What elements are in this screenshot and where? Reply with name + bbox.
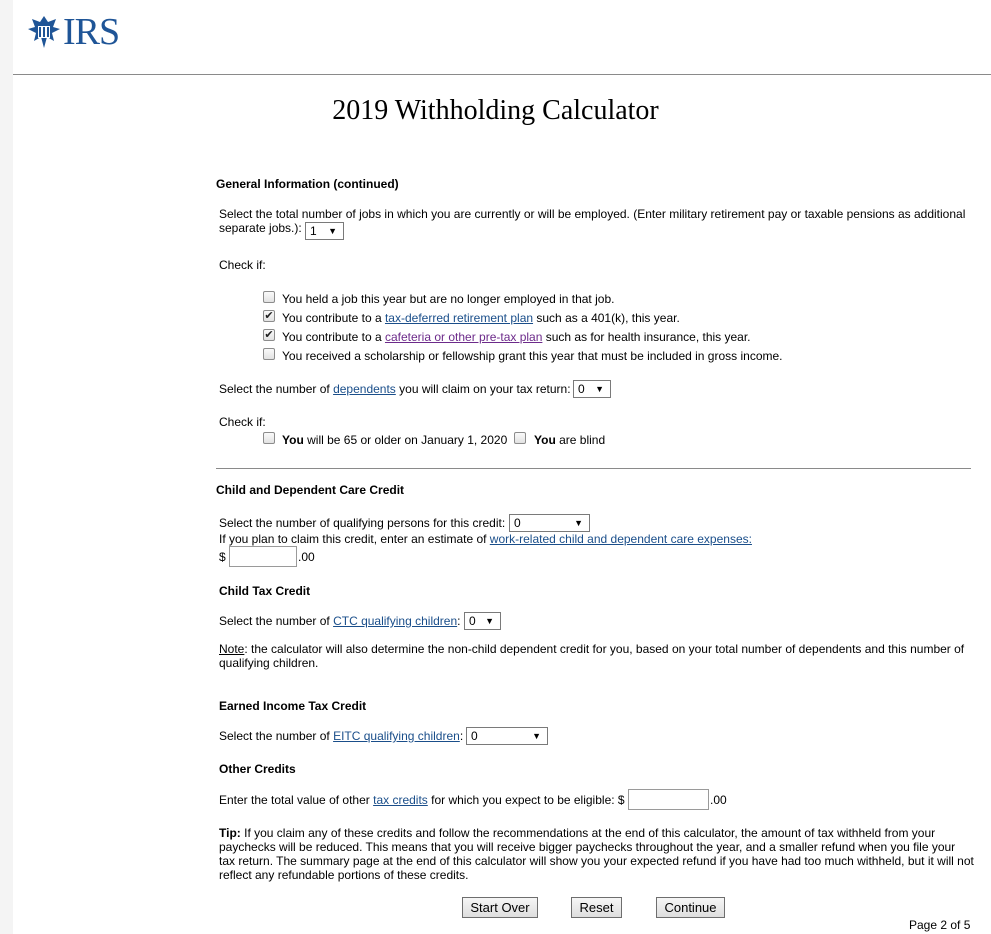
eitc-select-value: 0	[471, 729, 478, 743]
checkmark-icon: ✔	[264, 329, 274, 341]
chevron-down-icon: ▼	[328, 226, 337, 236]
care-persons-prompt: Select the number of qualifying persons for this credit:	[219, 516, 506, 530]
blind-bold: You	[534, 433, 556, 447]
cafeteria-plan-link[interactable]: cafeteria or other pre-tax plan	[384, 330, 543, 344]
irs-eagle-icon	[27, 14, 61, 50]
care-heading: Child and Dependent Care Credit	[216, 483, 405, 497]
jobs-select[interactable]	[305, 222, 344, 240]
checkbox-no-longer-employed[interactable]	[263, 291, 275, 303]
check-tax-deferred-label	[282, 311, 680, 325]
tip-body: If you claim any of these credits and follow the recommendations at the end of this calculator, the amount of tax withheld from your paychecks will be reduced. This means that you will receive bigger paychecks throughout the year, and a smaller refund when you file your tax return. The summary page at the end of this calculator will show you your expected refund if you have had too much withheld, but it will not reflect any refundable portions of these credits.	[219, 826, 974, 882]
ctc-heading: Child Tax Credit	[219, 584, 311, 598]
other-prompt	[219, 793, 625, 807]
eitc-select[interactable]	[466, 727, 548, 745]
eitc-prompt-pre: Select the number of	[219, 729, 334, 743]
start-over-button[interactable]: Start Over	[462, 897, 538, 918]
ctc-prompt-pre: Select the number of	[219, 614, 334, 628]
other-heading: Other Credits	[219, 762, 296, 776]
age-65-text: will be 65 or older on January 1, 2020	[303, 433, 508, 447]
reset-button[interactable]: Reset	[571, 897, 622, 918]
check-no-longer-employed-label: You held a job this year but are no longer employed in that job.	[282, 292, 615, 306]
checkbox-age-65[interactable]	[263, 432, 275, 444]
age-65-bold: You	[282, 433, 304, 447]
ctc-note-text: : the calculator will also determine the non-child dependent credit for you, based on your total number of dependents and this number of qualifying children.	[219, 642, 965, 670]
tip-text	[219, 826, 974, 882]
dependents-prompt	[219, 382, 571, 396]
page-title: 2019 Withholding Calculator	[332, 95, 659, 126]
care-expense-input[interactable]	[229, 546, 297, 567]
logo-text: IRS	[63, 11, 120, 53]
ctc-prompt-post: :	[457, 614, 461, 628]
care-expense-prompt	[219, 532, 752, 546]
header-divider	[13, 74, 991, 75]
checkbox-cafeteria-plan[interactable]	[263, 329, 275, 341]
tax-credits-link[interactable]: tax credits	[373, 793, 428, 807]
checkbox-blind[interactable]	[514, 432, 526, 444]
dependents-select[interactable]	[573, 380, 611, 398]
ctc-prompt	[219, 614, 460, 628]
continue-button[interactable]: Continue	[656, 897, 725, 918]
check-cafeteria-pre: You contribute to a	[282, 330, 385, 344]
left-gutter	[0, 0, 13, 934]
chevron-down-icon: ▼	[574, 518, 583, 528]
dependents-select-value: 0	[578, 382, 585, 396]
ctc-note-label: Note	[219, 642, 245, 656]
blind-label	[534, 433, 605, 447]
irs-logo[interactable]	[27, 13, 119, 51]
tax-deferred-retirement-plan-link[interactable]: tax-deferred retirement plan	[384, 311, 534, 325]
ctc-qualifying-children-link[interactable]: CTC qualifying children	[333, 614, 458, 628]
check-cafeteria-post: such as for health insurance, this year.	[542, 330, 751, 344]
jobs-select-value: 1	[310, 224, 317, 238]
dependents-post: you will claim on your tax return:	[395, 382, 571, 396]
other-cents: .00	[710, 793, 727, 807]
eitc-prompt	[219, 729, 463, 743]
dependents-link[interactable]: dependents	[333, 382, 396, 396]
checkbox-scholarship[interactable]	[263, 348, 275, 360]
age-65-label	[282, 433, 507, 447]
checkbox-tax-deferred[interactable]	[263, 310, 275, 322]
care-persons-value: 0	[514, 516, 521, 530]
chevron-down-icon: ▼	[595, 384, 604, 394]
other-prompt-post: for which you expect to be eligible: $	[427, 793, 625, 807]
other-prompt-pre: Enter the total value of other	[219, 793, 374, 807]
ctc-select[interactable]	[464, 612, 501, 630]
section-divider	[216, 468, 971, 469]
jobs-prompt-text: Select the total number of jobs in which you are currently or will be employed. (Enter military retirement pay or taxable pensions as additional separate jobs.):	[219, 207, 966, 235]
other-credits-input[interactable]	[628, 789, 709, 810]
care-expenses-link[interactable]: work-related child and dependent care expenses:	[489, 532, 752, 546]
tip-label: Tip:	[219, 826, 241, 840]
care-cents: .00	[298, 550, 315, 564]
general-heading: General Information (continued)	[216, 177, 399, 191]
checkmark-icon: ✔	[264, 310, 274, 322]
chevron-down-icon: ▼	[485, 616, 494, 626]
check-tax-deferred-pre: You contribute to a	[282, 311, 385, 325]
ctc-select-value: 0	[469, 614, 476, 628]
blind-text: are blind	[555, 433, 606, 447]
check-if-label: Check if:	[219, 258, 266, 272]
check-cafeteria-plan-label	[282, 330, 751, 344]
ctc-note	[219, 642, 974, 670]
eitc-heading: Earned Income Tax Credit	[219, 699, 367, 713]
check-scholarship-label: You received a scholarship or fellowship grant this year that must be included in gross income.	[282, 349, 783, 363]
check-tax-deferred-post: such as a 401(k), this year.	[533, 311, 680, 325]
care-expense-pre: If you plan to claim this credit, enter an estimate of	[219, 532, 490, 546]
dependents-pre: Select the number of	[219, 382, 334, 396]
pagination-label: Page 2 of 5	[909, 918, 971, 932]
eitc-qualifying-children-link[interactable]: EITC qualifying children	[333, 729, 460, 743]
care-persons-select[interactable]	[509, 514, 590, 532]
care-dollar-sign: $	[219, 550, 226, 564]
check-if-label-2: Check if:	[219, 415, 266, 429]
chevron-down-icon: ▼	[532, 731, 541, 741]
eitc-prompt-post: :	[459, 729, 464, 743]
